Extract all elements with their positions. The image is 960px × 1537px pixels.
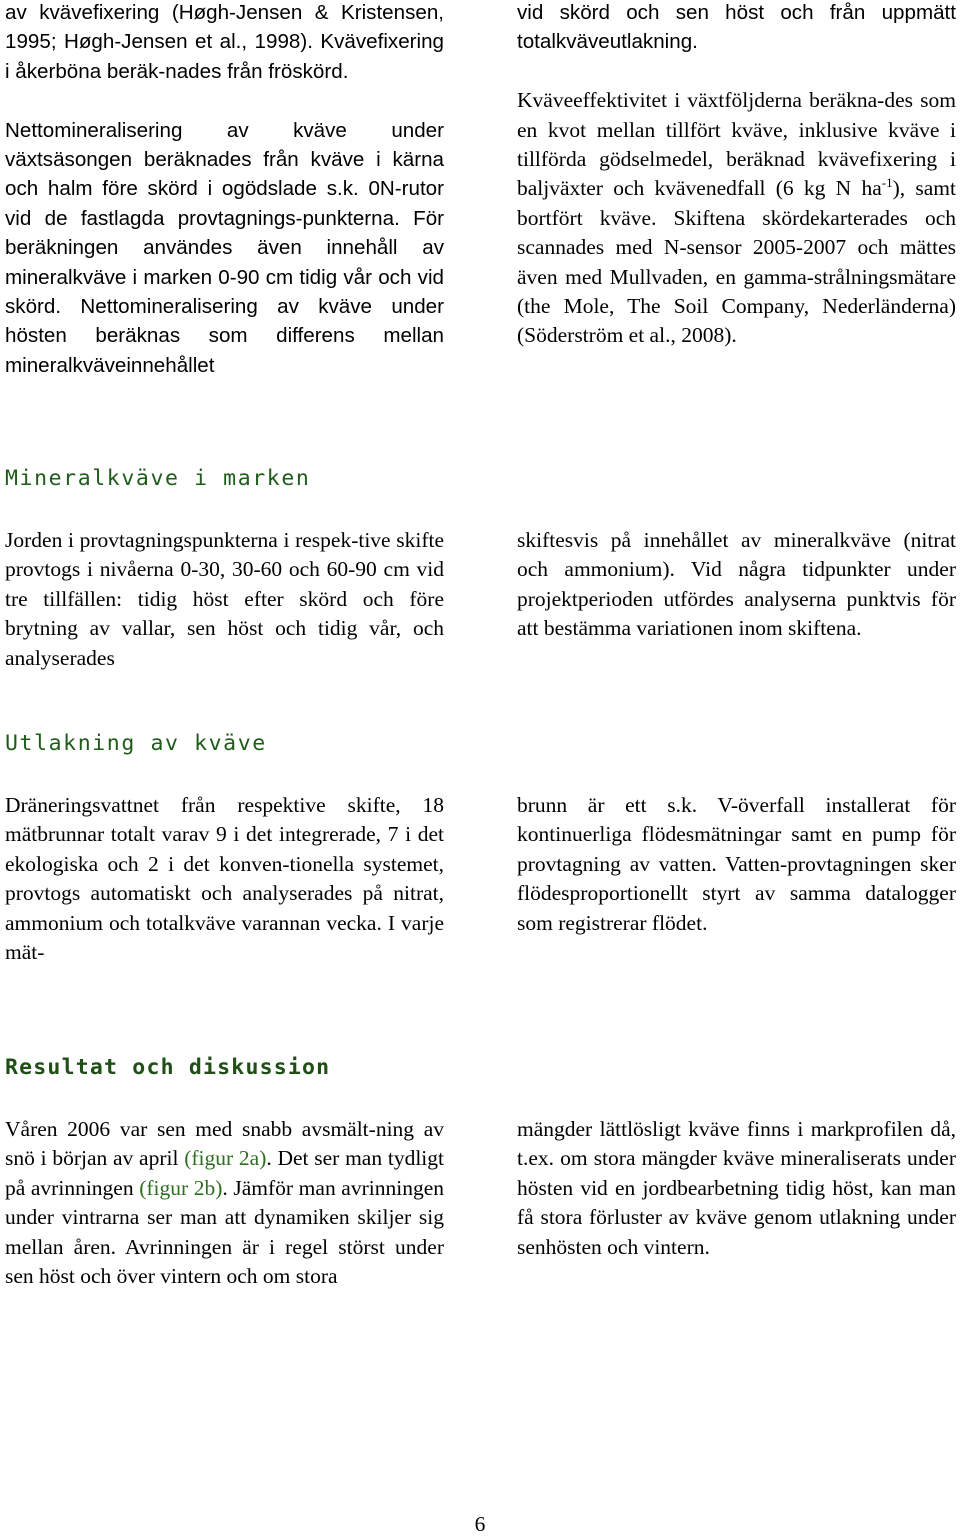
section2-right-text: brunn är ett s.k. V-överfall installerat för kontinuerliga flödesmätningar samt en pump för provtagning av vatten. Vatten-provtagningen sker flödesproportionellt styrt av samma datalogger som registrerar flödet.	[517, 793, 956, 935]
section2-left-text: Dräneringsvattnet från respektive skifte, 18 mätbrunnar totalt varav 9 i det integrerade, 7 i det ekologiska och 2 i det konven-tionella systemet, provtogs automatiskt och analyserades på nitrat, ammonium och totalkväve varannan vecka. I varje mät-	[5, 793, 444, 965]
intro-left-para-1: av kvävefixering (Høgh-Jensen & Kristensen, 1995; Høgh-Jensen et al., 1998). Kvävefixering i åkerböna beräk-nades från fröskörd.	[5, 1, 444, 83]
intro-right-para-1: vid skörd och sen höst och från uppmätt totalkväveutlakning.	[517, 1, 956, 54]
intro-left-para-2	[5, 116, 444, 381]
intro-left-column	[5, 0, 444, 380]
intro-left-para-2b: För beräkningen användes även innehåll av mineralkväve i marken 0-90 cm tidig vår och vid skörd. Nettomineralisering av kväve under hösten beräknas som differens mellan mineralkväveinnehållet	[5, 206, 444, 377]
section1-right-column	[517, 526, 956, 644]
section-heading-resultat: Resultat och diskussion	[5, 1055, 331, 1080]
section1-left-column	[5, 526, 444, 673]
intro-right-column	[517, 0, 956, 351]
figure-ref-2b[interactable]: (figur 2b)	[139, 1175, 223, 1200]
figure-ref-2a[interactable]: (figur 2a)	[184, 1146, 267, 1171]
intro-right-para-2	[517, 86, 956, 351]
section3-left-c: . Jämför man avrinningen under vintrarna ser man att dynamiken skiljer sig mellan åren. Avrinningen är i regel störst under sen höst och över vintern och om stora	[5, 1175, 444, 1289]
page-number: 6	[474, 1512, 486, 1536]
section3-right-text: mängder lättlösligt kväve finns i markprofilen då, t.ex. om stora mängder kväve mineraliserats under hösten vid en jordbearbetning tidig höst, kan man få stora förluster av kväve genom utlakning under senhösten och vintern.	[517, 1117, 956, 1259]
section2-left-column	[5, 791, 444, 967]
section3-left-a: Våren 2006 var sen med snabb avsmält-ning av snö i början av april	[5, 1117, 444, 1171]
section3-left-text	[5, 1115, 444, 1291]
section3-left-column	[5, 1115, 444, 1291]
section1-right-text: skiftesvis på innehållet av mineralkväve (nitrat och ammonium). Vid några tidpunkter under projektperioden utfördes analyserna punktvis för att bestämma variationen inom skiftena.	[517, 528, 956, 641]
section-heading-mineralkvave: Mineralkväve i marken	[5, 466, 311, 491]
section-heading-utlakning: Utlakning av kväve	[5, 731, 267, 756]
section3-left-b: . Det ser man tydligt på avrinningen	[5, 1146, 444, 1200]
intro-right-para-2b: ), samt bortfört kväve. Skiftena skördekarterades och scannades med N-sensor 2005-2007 och mättes även med Mullvaden, en gamma-strålningsmätare (the Mole, The Soil Company, Nederländerna) (Söderström et al., 2008).	[517, 176, 956, 348]
section2-right-column	[517, 791, 956, 938]
section3-right-column	[517, 1115, 956, 1262]
intro-left-para-2a: Nettomineralisering av kväve under växtsäsongen beräknades från kväve i kärna och halm före skörd i ogödslade s.k. 0N-rutor vid de fastlagda provtagnings-punkterna.	[5, 118, 444, 230]
intro-right-para-2a: Kväveeffektivitet i växtföljderna beräkna-des som en kvot mellan tillfört kväve, inklusive kväve i tillförda gödselmedel, beräknad kvävefixering i baljväxter och kvävenedfall (6 kg N ha	[517, 88, 956, 201]
section1-left-text: Jorden i provtagningspunkterna i respek-tive skifte provtogs i nivåerna 0-30, 30-60 och 60-90 cm vid tre tillfällen: tidig höst efter skörd och före brytning av vallar, sen höst och tidig vår, och analyserades	[5, 528, 444, 670]
superscript: -1	[881, 175, 893, 191]
